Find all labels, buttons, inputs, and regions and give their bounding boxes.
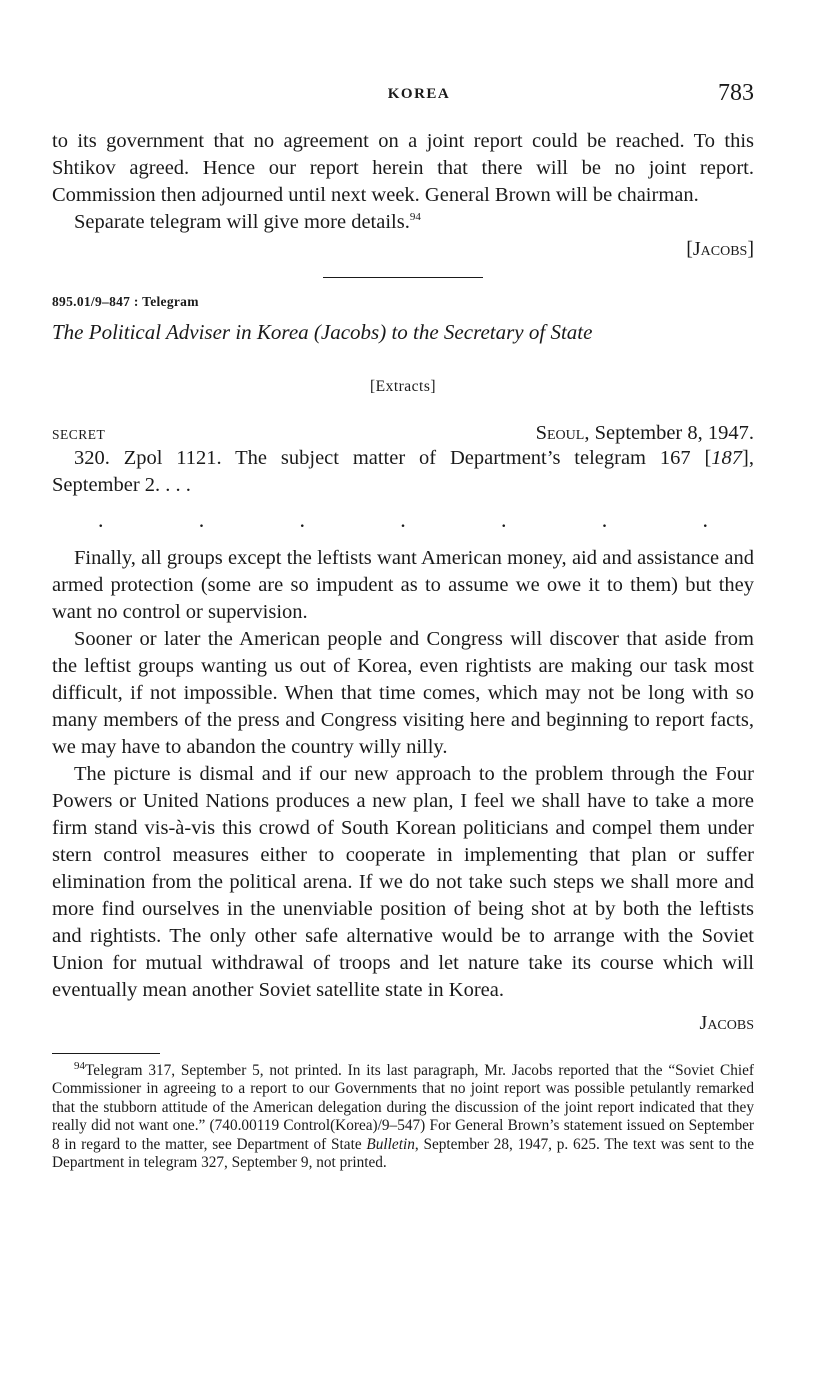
- section-divider: [323, 277, 483, 278]
- opening-text: 320. Zpol 1121. The subject matter of Department’s telegram 167: [74, 447, 691, 469]
- omission-dots: [52, 509, 754, 531]
- file-reference: 895.01/9–847 : Telegram: [52, 294, 199, 309]
- bracketed-telegram-number: 187: [711, 447, 743, 469]
- omission-dot: .: [299, 507, 305, 532]
- omission-dot: .: [98, 507, 104, 532]
- place-date: [536, 422, 754, 445]
- document-title: The Political Adviser in Korea (Jacobs) to the Secretary of State: [52, 320, 593, 344]
- page-content: [52, 128, 754, 1172]
- continuation-paragraph: to its government that no agreement on a joint report could be reached. To this Shtikov agreed. Hence our report herein that there will be no joint report. Commission then adjourned until next week. General Brown will be chairman.: [52, 130, 754, 206]
- running-head: KOREA: [387, 86, 451, 102]
- extracts-label: [Extracts]: [369, 378, 437, 395]
- dateline: [52, 422, 754, 445]
- first-signature: [Jacobs]: [686, 238, 754, 260]
- footnote-reference: 94: [409, 211, 421, 224]
- opening-text-end: , September 2. . . .: [52, 447, 754, 496]
- footnote-divider: [52, 1053, 160, 1054]
- place-name: Seoul: [535, 422, 585, 444]
- footnote-number: 94: [74, 1059, 85, 1072]
- body-paragraph: Sooner or later the American people and Congress will discover that aside from the leftist groups wanting us out of Korea, even rightists are making our task most difficult, if not impossible. When that time comes, which may not be long with so many members of the press and Congress visiting here and beginning to report facts, we may have to abandon the country willy nilly.: [52, 628, 754, 758]
- omission-dot: .: [400, 507, 406, 532]
- opening-paragraph: 320. Zpol 1121. The subject matter of Department’s telegram 167 [187], September 2. . . .: [52, 447, 754, 496]
- omission-dot: .: [198, 507, 205, 532]
- footnote-text-end: , September 28, 1947, p. 625. The text was sent to the Department in telegram 327, September 9, not printed.: [52, 1135, 754, 1172]
- date-text: , September 8, 1947.: [584, 422, 754, 444]
- omission-dot: .: [501, 507, 507, 532]
- page-number: 783: [718, 80, 754, 106]
- separate-telegram-line: [52, 209, 754, 236]
- closing-signature: Jacobs: [699, 1012, 754, 1034]
- omission-dot: .: [702, 507, 708, 532]
- omission-dot: .: [601, 507, 608, 532]
- separate-telegram-text: Separate telegram will give more details.: [74, 211, 410, 233]
- body-paragraph: Finally, all groups except the leftists want American money, aid and assistance and armed protection (some are so impudent as to assume we owe it to them) but they want no control or supervision.: [52, 547, 754, 623]
- footnote-italic-title: Bulletin: [366, 1135, 415, 1153]
- classification-label: SECRET: [52, 427, 106, 442]
- footnote-text: Telegram 317, September 5, not printed. In its last paragraph, Mr. Jacobs reported that the “Soviet Chief Commissioner in agreeing to a report to our Governments that no joint report was possible petulantly remarked that the stubborn attitude of the American delegation during the discussion of the joint report indicated that they really did not want one.” (740.00119 Control(Korea)/9–547) For General Brown’s statement issued on September 8 in regard to the matter, see Department of State: [52, 1062, 754, 1153]
- footnote-94: [52, 1059, 754, 1172]
- body-paragraph: The picture is dismal and if our new approach to the problem through the Four Powers or United Nations produces a new plan, I feel we shall have to take a more firm stand vis-à-vis this crowd of South Korean politicians and compel them under stern control measures either to cooperate in implementing that plan or suffer elimination from the political arena. If we do not take such steps we shall more and more find ourselves in the unenviable position of being shot at by both the leftists and rightists. The only other safe alternative would be to arrange with the Soviet Union for mutual withdrawal of troops and let nature take its course which will eventually mean another Soviet satellite state in Korea.: [52, 763, 754, 1001]
